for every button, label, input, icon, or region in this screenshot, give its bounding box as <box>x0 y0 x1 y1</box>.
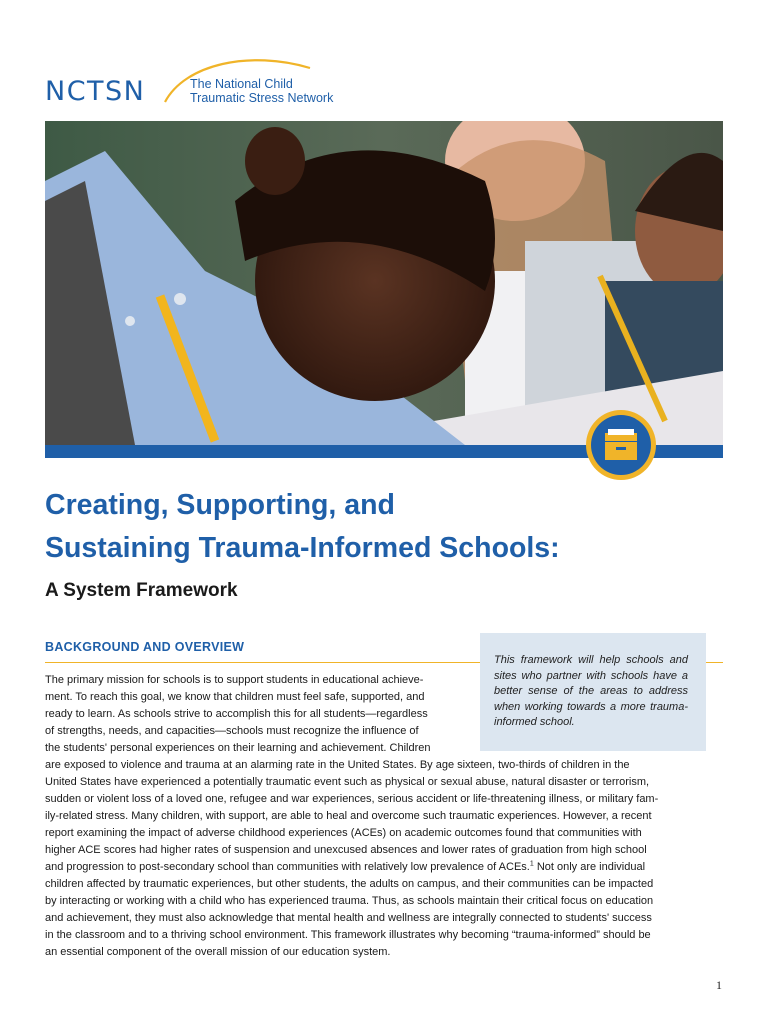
text-line: children affected by traumatic experiences, but other students, the adults on campus, and their communities can be impacted <box>45 878 654 890</box>
nctsn-logo <box>45 56 345 110</box>
text-line-with-footnote <box>45 859 706 876</box>
title-line-1: Creating, Supporting, and <box>45 489 395 521</box>
text-line: The primary mission for schools is to support students in educational achieve- <box>45 674 424 686</box>
text-line: ready to learn. As schools strive to accomplish this for all students—regardless <box>45 708 428 720</box>
text-line: an essential component of the overall mission of our education system. <box>45 946 391 958</box>
text-line: of strengths, needs, and capacities—schools must recognize the influence of <box>45 725 419 737</box>
logo-org-name-line2: Traumatic Stress Network <box>190 91 334 105</box>
document-subtitle: A System Framework <box>45 580 238 601</box>
text-line: by interacting or working with a child who has experienced trauma. Thus, as schools maintain their critical focus on education <box>45 895 654 907</box>
text-line: ily-related stress. Many children, with support, are able to heal and overcome such traumatic experiences. However, a recent <box>45 810 652 822</box>
section-heading: BACKGROUND AND OVERVIEW <box>45 640 245 654</box>
footnote-ref: 1 <box>529 860 534 868</box>
text-line: sudden or violent loss of a loved one, refugee and war experiences, serious accident or life-threatening illness, or military fam- <box>45 793 659 805</box>
text-line: United States have experienced a potentially traumatic event such as physical or sexual abuse, natural disaster or terrorism, <box>45 776 650 788</box>
section-rule <box>45 662 480 663</box>
text-line: in the classroom and to a thriving school environment. This framework illustrates why becoming “trauma-informed” should be <box>45 929 651 941</box>
text-line: ment. To reach this goal, we know that children must feel safe, supported, and <box>45 691 425 703</box>
document-title <box>45 484 725 570</box>
hero-photo <box>45 121 723 445</box>
section-rule-right <box>706 662 723 663</box>
page-number: 1 <box>716 978 722 992</box>
text-line: the students' personal experiences on their learning and achievement. Children <box>45 742 431 754</box>
text-line-tail: Not only are individual <box>533 861 646 873</box>
body-paragraph-top <box>45 672 463 757</box>
title-line-2: Sustaining Trauma-Informed Schools: <box>45 532 560 564</box>
callout-text: This framework will help schools and sites who partner with schools have a better sense of the areas to address when working towards a more trauma-informed school. <box>494 654 688 728</box>
text-line: report examining the impact of adverse childhood experiences (ACEs) on academic outcomes found that communities with <box>45 827 642 839</box>
text-line: are exposed to violence and trauma at an alarming rate in the United States. By age sixteen, two-thirds of children in the <box>45 759 630 771</box>
text-line: higher ACE scores had higher rates of suspension and unexcused absences and lower rates of graduation from high school <box>45 844 647 856</box>
body-paragraph-full <box>45 757 706 961</box>
callout-box <box>480 633 706 751</box>
text-line: and progression to post-secondary school than communities with relatively low prevalence of ACEs. <box>45 861 530 873</box>
file-box-icon <box>585 409 657 481</box>
logo-org-name-line1: The National Child <box>190 77 293 91</box>
logo-acronym: NCTSN <box>45 76 146 107</box>
text-line: and achievement, they must also acknowledge that mental health and wellness are integrally connected to students' success <box>45 912 652 924</box>
